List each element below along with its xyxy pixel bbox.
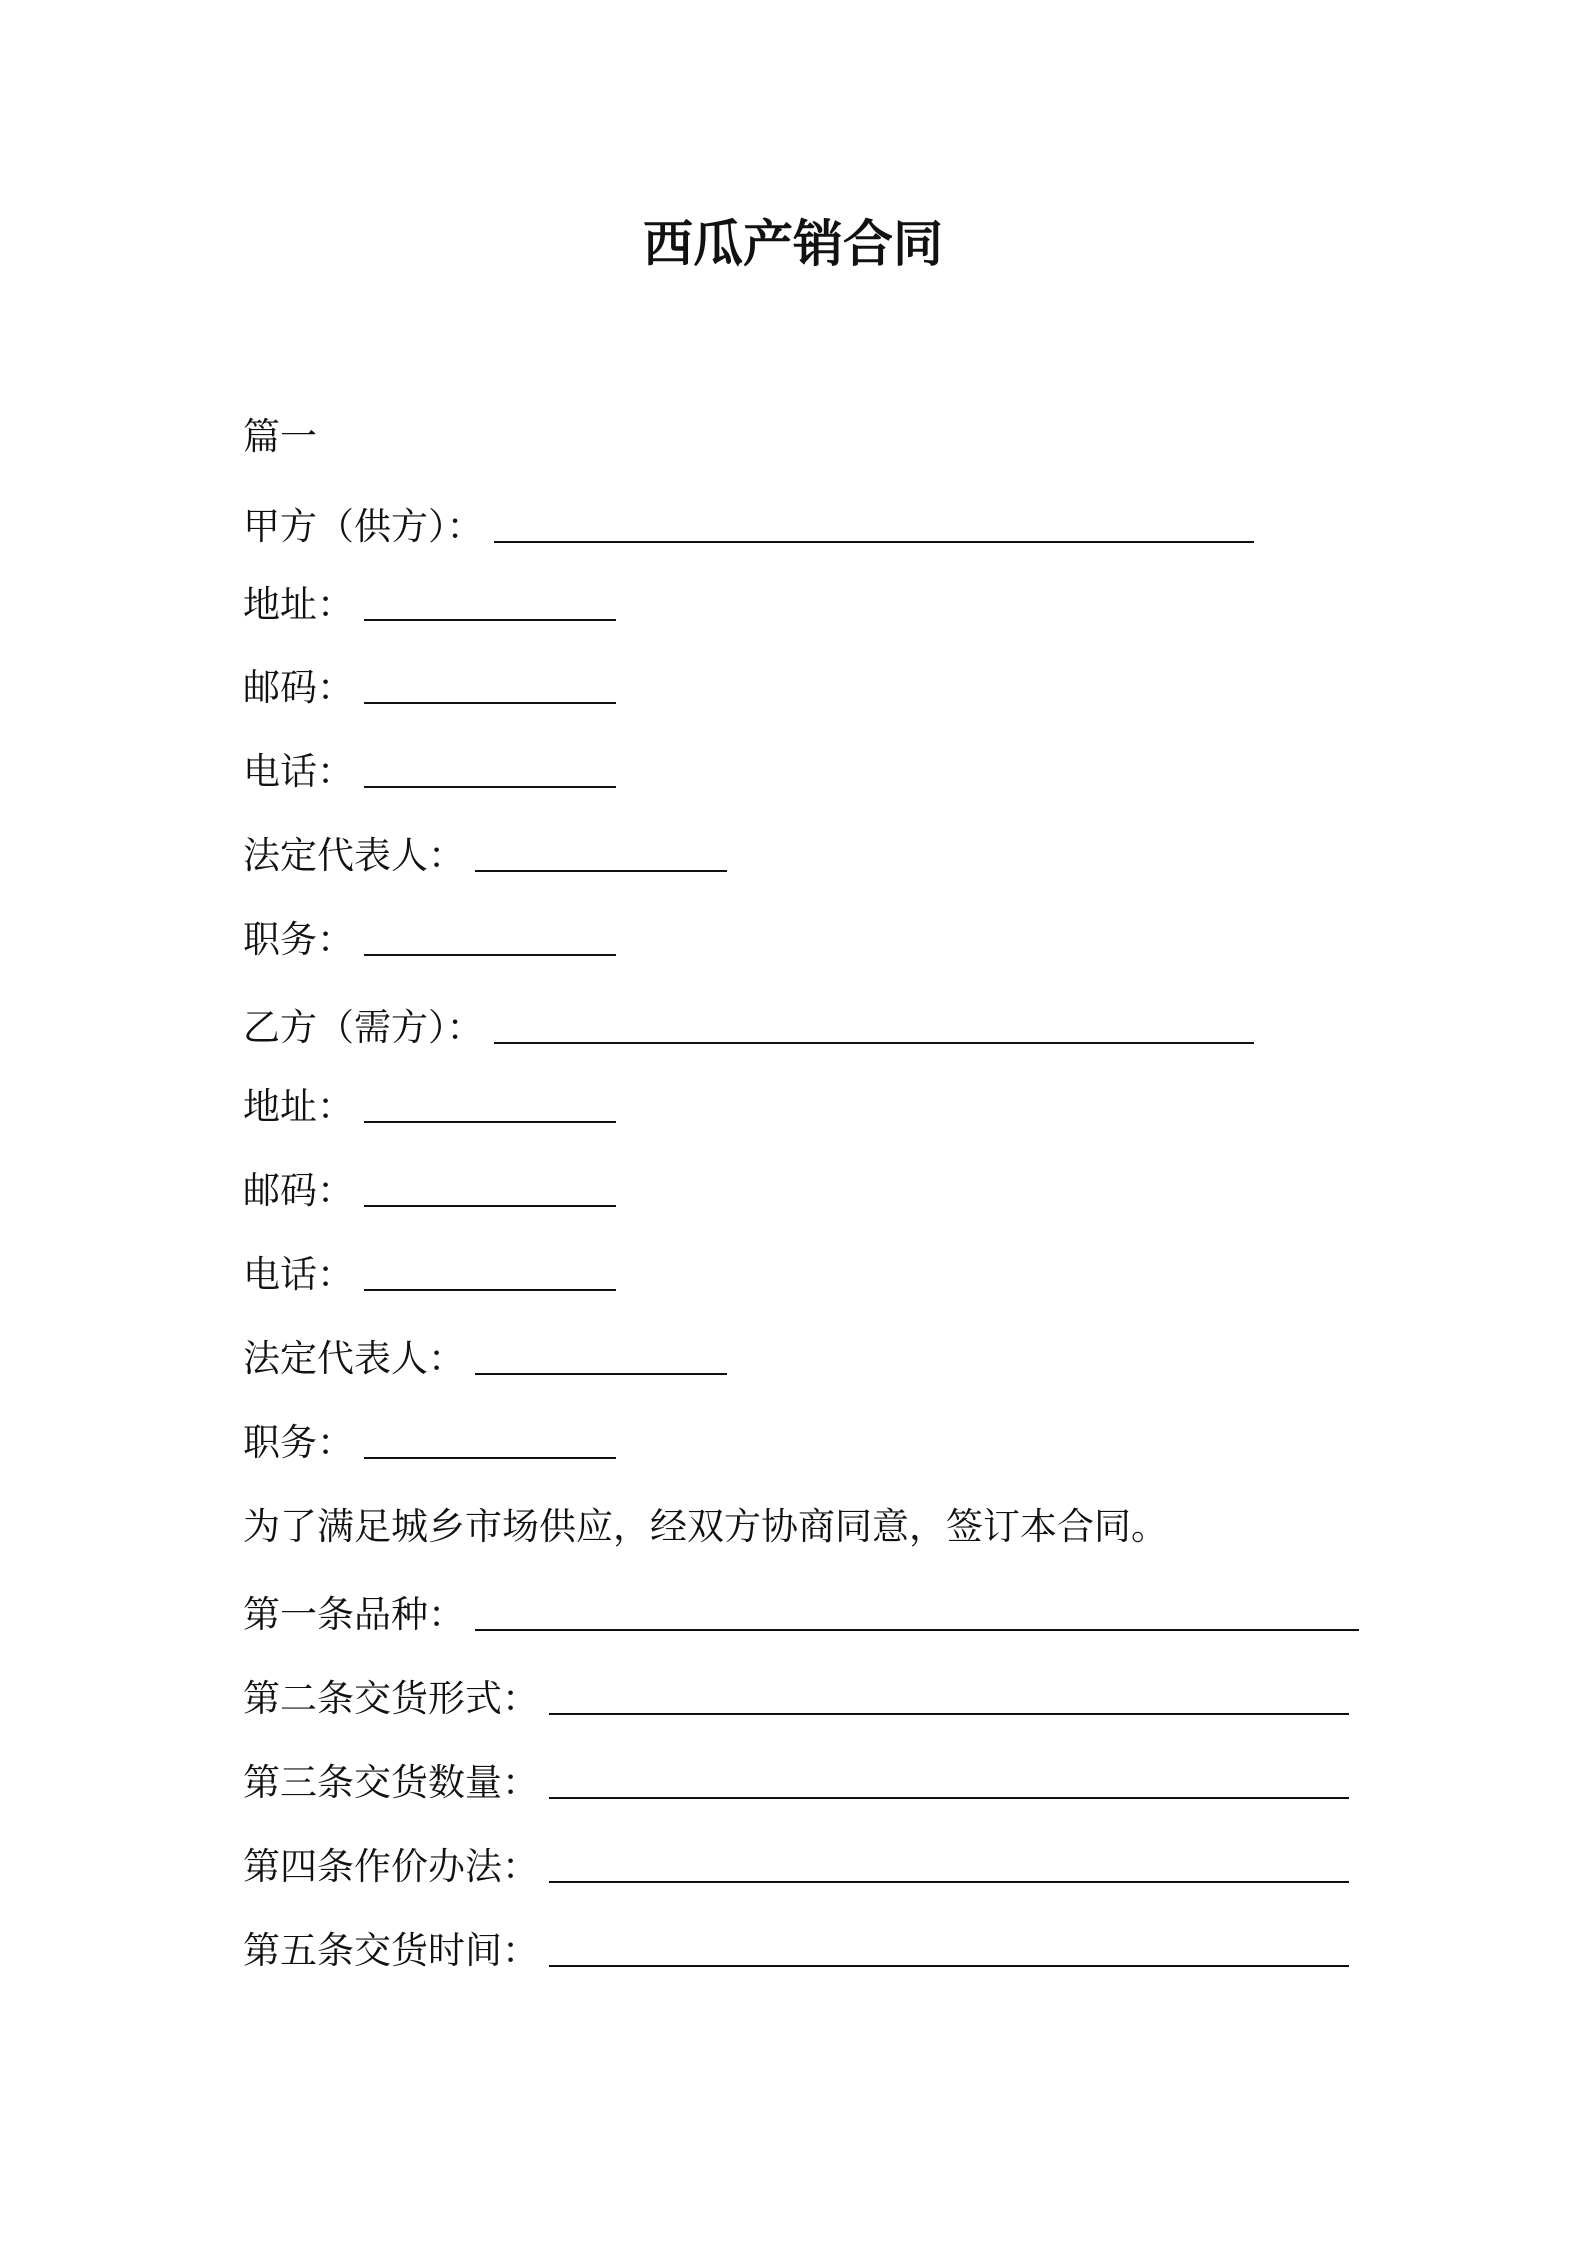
party-a-position-blank[interactable] — [364, 954, 616, 956]
party-a-blank[interactable] — [494, 541, 1254, 543]
party-b-blank[interactable] — [494, 1042, 1254, 1044]
party-a-label: 甲方（供方）： — [243, 505, 484, 548]
article-blank[interactable] — [549, 1881, 1349, 1883]
article-line — [243, 1591, 1359, 1639]
party-b-legal-rep-line — [243, 1335, 727, 1383]
party-a-phone-blank[interactable] — [364, 786, 616, 788]
party-a-line — [243, 503, 1254, 551]
party-b-legal-rep-label: 法定代表人： — [243, 1337, 465, 1380]
section-heading — [243, 413, 317, 461]
party-a-phone-line — [243, 748, 616, 796]
party-a-address-blank[interactable] — [364, 619, 616, 621]
article-line — [243, 1927, 1349, 1975]
party-a-postcode-line — [243, 664, 616, 712]
party-b-position-blank[interactable] — [364, 1457, 616, 1459]
article-label: 第三条交货数量： — [243, 1761, 539, 1804]
party-b-legal-rep-blank[interactable] — [475, 1373, 727, 1375]
party-a-address-label: 地址： — [243, 583, 354, 626]
party-b-address-blank[interactable] — [364, 1121, 616, 1123]
party-b-phone-label: 电话： — [243, 1253, 354, 1296]
article-label: 第一条品种： — [243, 1593, 465, 1636]
party-b-phone-blank[interactable] — [364, 1289, 616, 1291]
article-blank[interactable] — [549, 1797, 1349, 1799]
party-b-postcode-blank[interactable] — [364, 1205, 616, 1207]
party-a-position-label: 职务： — [243, 918, 354, 961]
party-b-position-label: 职务： — [243, 1421, 354, 1464]
intro-text: 为了满足城乡市场供应，经双方协商同意，签订本合同。 — [243, 1505, 1168, 1548]
party-b-postcode-label: 邮码： — [243, 1169, 354, 1212]
article-line — [243, 1675, 1349, 1723]
article-label: 第五条交货时间： — [243, 1929, 539, 1972]
party-a-postcode-blank[interactable] — [364, 702, 616, 704]
document-title: 西瓜产销合同 — [643, 215, 943, 273]
party-b-line — [243, 1004, 1254, 1052]
party-b-phone-line — [243, 1251, 616, 1299]
party-b-address-label: 地址： — [243, 1085, 354, 1128]
article-label: 第二条交货形式： — [243, 1677, 539, 1720]
article-blank[interactable] — [475, 1629, 1359, 1631]
party-a-position-line — [243, 916, 616, 964]
section-label: 篇一 — [243, 415, 317, 458]
party-a-legal-rep-line — [243, 832, 727, 880]
article-blank[interactable] — [549, 1713, 1349, 1715]
party-a-postcode-label: 邮码： — [243, 666, 354, 709]
party-a-phone-label: 电话： — [243, 750, 354, 793]
party-b-position-line — [243, 1419, 616, 1467]
party-a-address-line — [243, 581, 616, 629]
article-blank[interactable] — [549, 1965, 1349, 1967]
article-line — [243, 1843, 1349, 1891]
intro-paragraph — [243, 1503, 1168, 1551]
article-line — [243, 1759, 1349, 1807]
party-a-legal-rep-blank[interactable] — [475, 870, 727, 872]
party-b-label: 乙方（需方）： — [243, 1006, 484, 1049]
party-b-address-line — [243, 1083, 616, 1131]
party-a-legal-rep-label: 法定代表人： — [243, 834, 465, 877]
party-b-postcode-line — [243, 1167, 616, 1215]
article-label: 第四条作价办法： — [243, 1845, 539, 1888]
